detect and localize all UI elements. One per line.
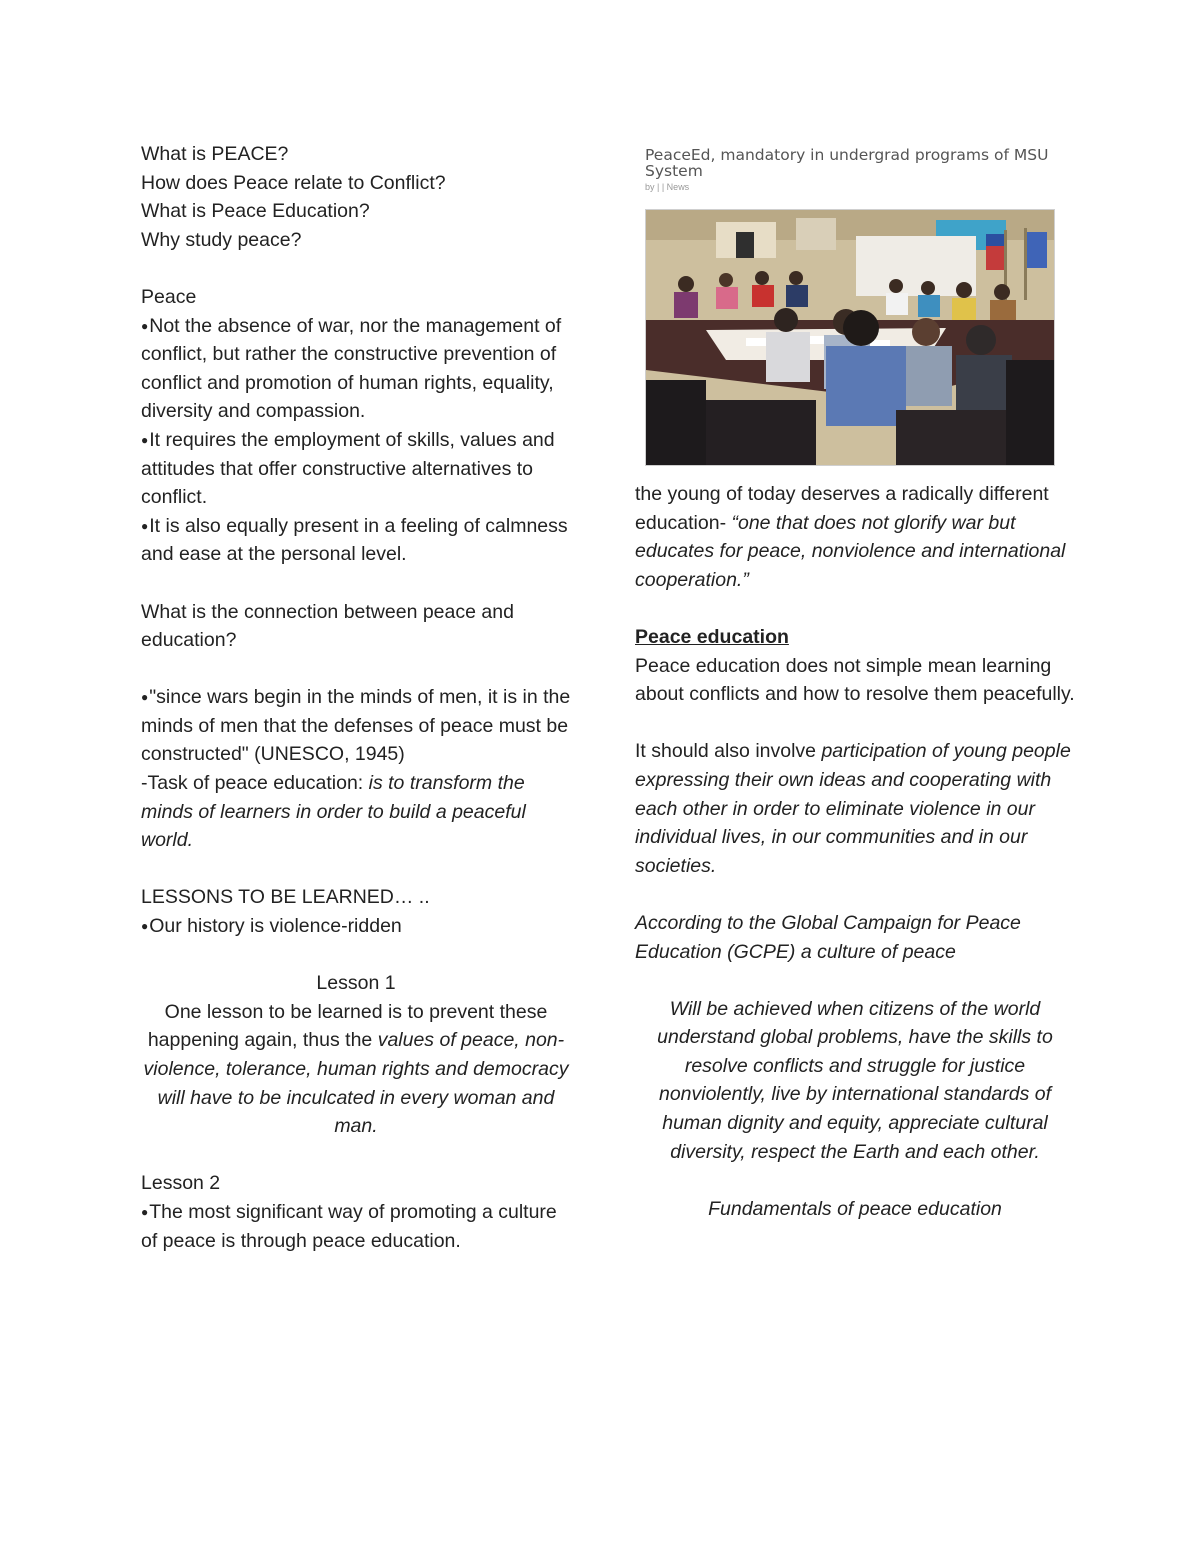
- article-clipping: [645, 147, 1055, 193]
- bullet-icon: ●: [141, 518, 149, 533]
- right-column: [635, 480, 1075, 1223]
- question-1: What is PEACE?: [141, 143, 289, 165]
- task-of-peace-education: -Task of peace education: is to transform the minds of learners in order to build a peaceful world.: [141, 772, 526, 852]
- peace-bullet-1: ●Not the absence of war, nor the management of conflict, but rather the constructive prevention of conflict and promotion of human rights, equality, diversity and compassion.: [141, 314, 562, 423]
- fundamentals-heading: Fundamentals of peace education: [708, 1197, 1002, 1220]
- lessons-bullet: ●Our history is violence-ridden: [141, 915, 402, 938]
- article-meta: by | | News: [645, 182, 690, 192]
- seminar-photo: [645, 209, 1055, 466]
- bullet-icon: ●: [141, 690, 149, 705]
- bullet-icon: ●: [141, 318, 149, 333]
- left-column: [141, 140, 571, 1255]
- peace-bullet-3: ●It is also equally present in a feeling of calmness and ease at the personal level.: [141, 514, 568, 566]
- peace-bullet-2: ●It requires the employment of skills, values and attitudes that offer constructive alternatives to conflict.: [141, 428, 555, 509]
- peace-education-heading: Peace education: [635, 625, 789, 648]
- involve-paragraph: It should also involve participation of young people expressing their own ideas and cooperating with each other in order to eliminate violence in our individual lives, in our communities and in our societies.: [635, 740, 1071, 877]
- lesson-2-title: Lesson 2: [141, 1172, 221, 1195]
- bullet-icon: ●: [141, 1204, 149, 1219]
- lessons-heading: LESSONS TO BE LEARNED… ..: [141, 886, 430, 909]
- gcpe-paragraph: According to the Global Campaign for Peace Education (GCPE) a culture of peace: [635, 911, 1021, 963]
- question-4: Why study peace?: [141, 228, 302, 251]
- seminar-photo-illustration: [646, 210, 1054, 465]
- article-title: PeaceEd, mandatory in undergrad programs of MSU System: [645, 146, 1049, 180]
- peace-education-text: Peace education does not simple mean learning about conflicts and how to resolve them peacefully.: [635, 654, 1075, 706]
- lesson-1-text: One lesson to be learned is to prevent these happening again, thus the values of peace, non-violence, tolerance, human rights and democracy will have to be inculcated in every woman and man.: [143, 1000, 569, 1138]
- lesson-2-bullet: ●The most significant way of promoting a culture of peace is through peace education.: [141, 1200, 557, 1252]
- bullet-icon: ●: [141, 919, 149, 934]
- question-3: What is Peace Education?: [141, 200, 370, 223]
- peace-heading: Peace: [141, 285, 197, 308]
- bullet-icon: ●: [141, 432, 149, 447]
- connection-question: What is the connection between peace and education?: [141, 600, 514, 652]
- unesco-quote: ●"since wars begin in the minds of men, it is in the minds of men that the defenses of peace must be constructed" (UNESCO, 1945): [141, 686, 571, 766]
- young-education-paragraph: the young of today deserves a radically different education- “one that does not glorify war but educates for peace, nonviolence and international cooperation.”: [635, 483, 1066, 591]
- question-2: How does Peace relate to Conflict?: [141, 171, 446, 194]
- achieved-paragraph: Will be achieved when citizens of the world understand global problems, have the skills to resolve conflicts and struggle for justice nonviolently, live by international standards of human dignity and equity, appreciate cultural diversity, respect the Earth and each other.: [657, 997, 1053, 1163]
- lesson-1-title: Lesson 1: [316, 972, 396, 995]
